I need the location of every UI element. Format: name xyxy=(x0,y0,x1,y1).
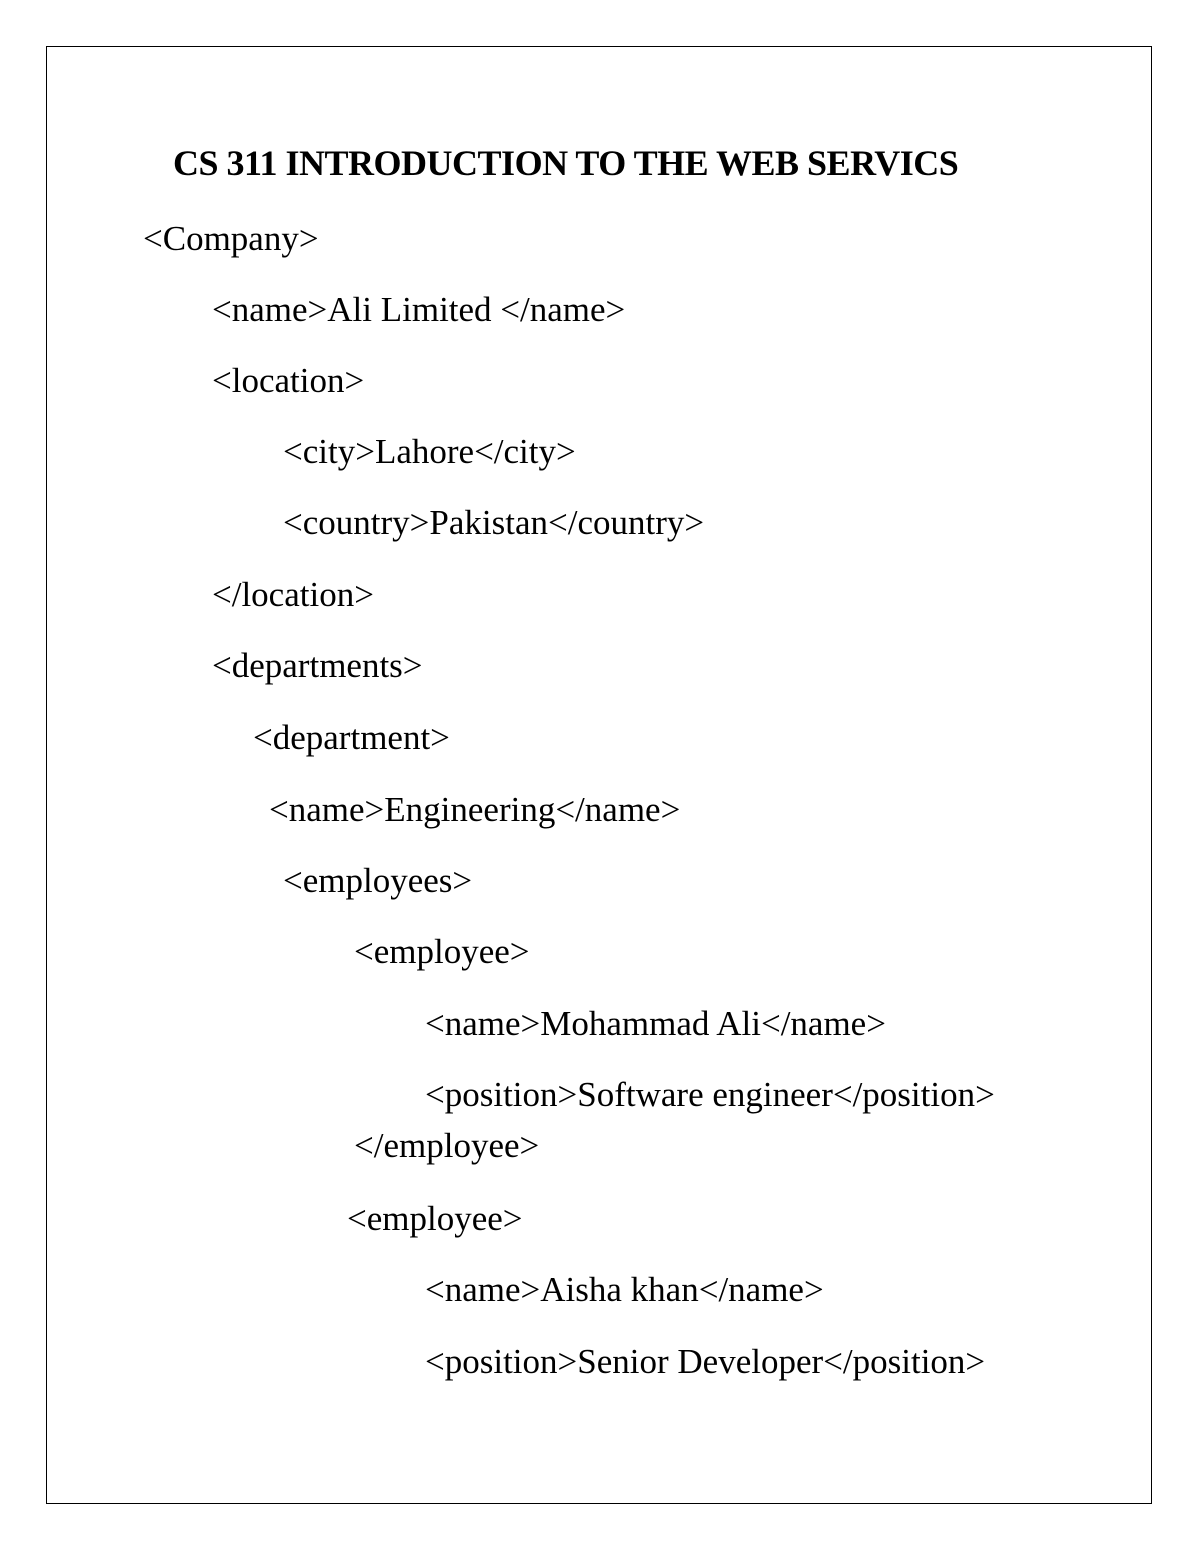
xml-line-location-open: <location> xyxy=(212,361,365,400)
xml-line-employees-open: <employees> xyxy=(283,861,473,900)
xml-line-country: <country>Pakistan</country> xyxy=(283,503,705,542)
document-title: CS 311 INTRODUCTION TO THE WEB SERVICS xyxy=(173,143,959,183)
xml-line-departments-open: <departments> xyxy=(212,646,423,685)
xml-line-employee-open-1: <employee> xyxy=(354,932,530,971)
xml-line-department-name: <name>Engineering</name> xyxy=(269,790,681,829)
xml-line-employee-name-1: <name>Mohammad Ali</name> xyxy=(425,1004,886,1043)
xml-line-employee-open-2: <employee> xyxy=(347,1199,523,1238)
xml-line-department-open: <department> xyxy=(253,718,450,757)
xml-line-employee-position-1: <position>Software engineer</position> xyxy=(425,1075,995,1114)
xml-line-employee-position-2: <position>Senior Developer</position> xyxy=(425,1342,986,1381)
xml-line-company-open: <Company> xyxy=(143,219,319,258)
xml-line-location-close: </location> xyxy=(212,575,374,614)
xml-line-city: <city>Lahore</city> xyxy=(283,432,576,471)
xml-line-employee-name-2: <name>Aisha khan</name> xyxy=(425,1270,824,1309)
xml-line-company-name: <name>Ali Limited </name> xyxy=(212,290,626,329)
xml-line-employee-close-1: </employee> xyxy=(354,1126,540,1165)
